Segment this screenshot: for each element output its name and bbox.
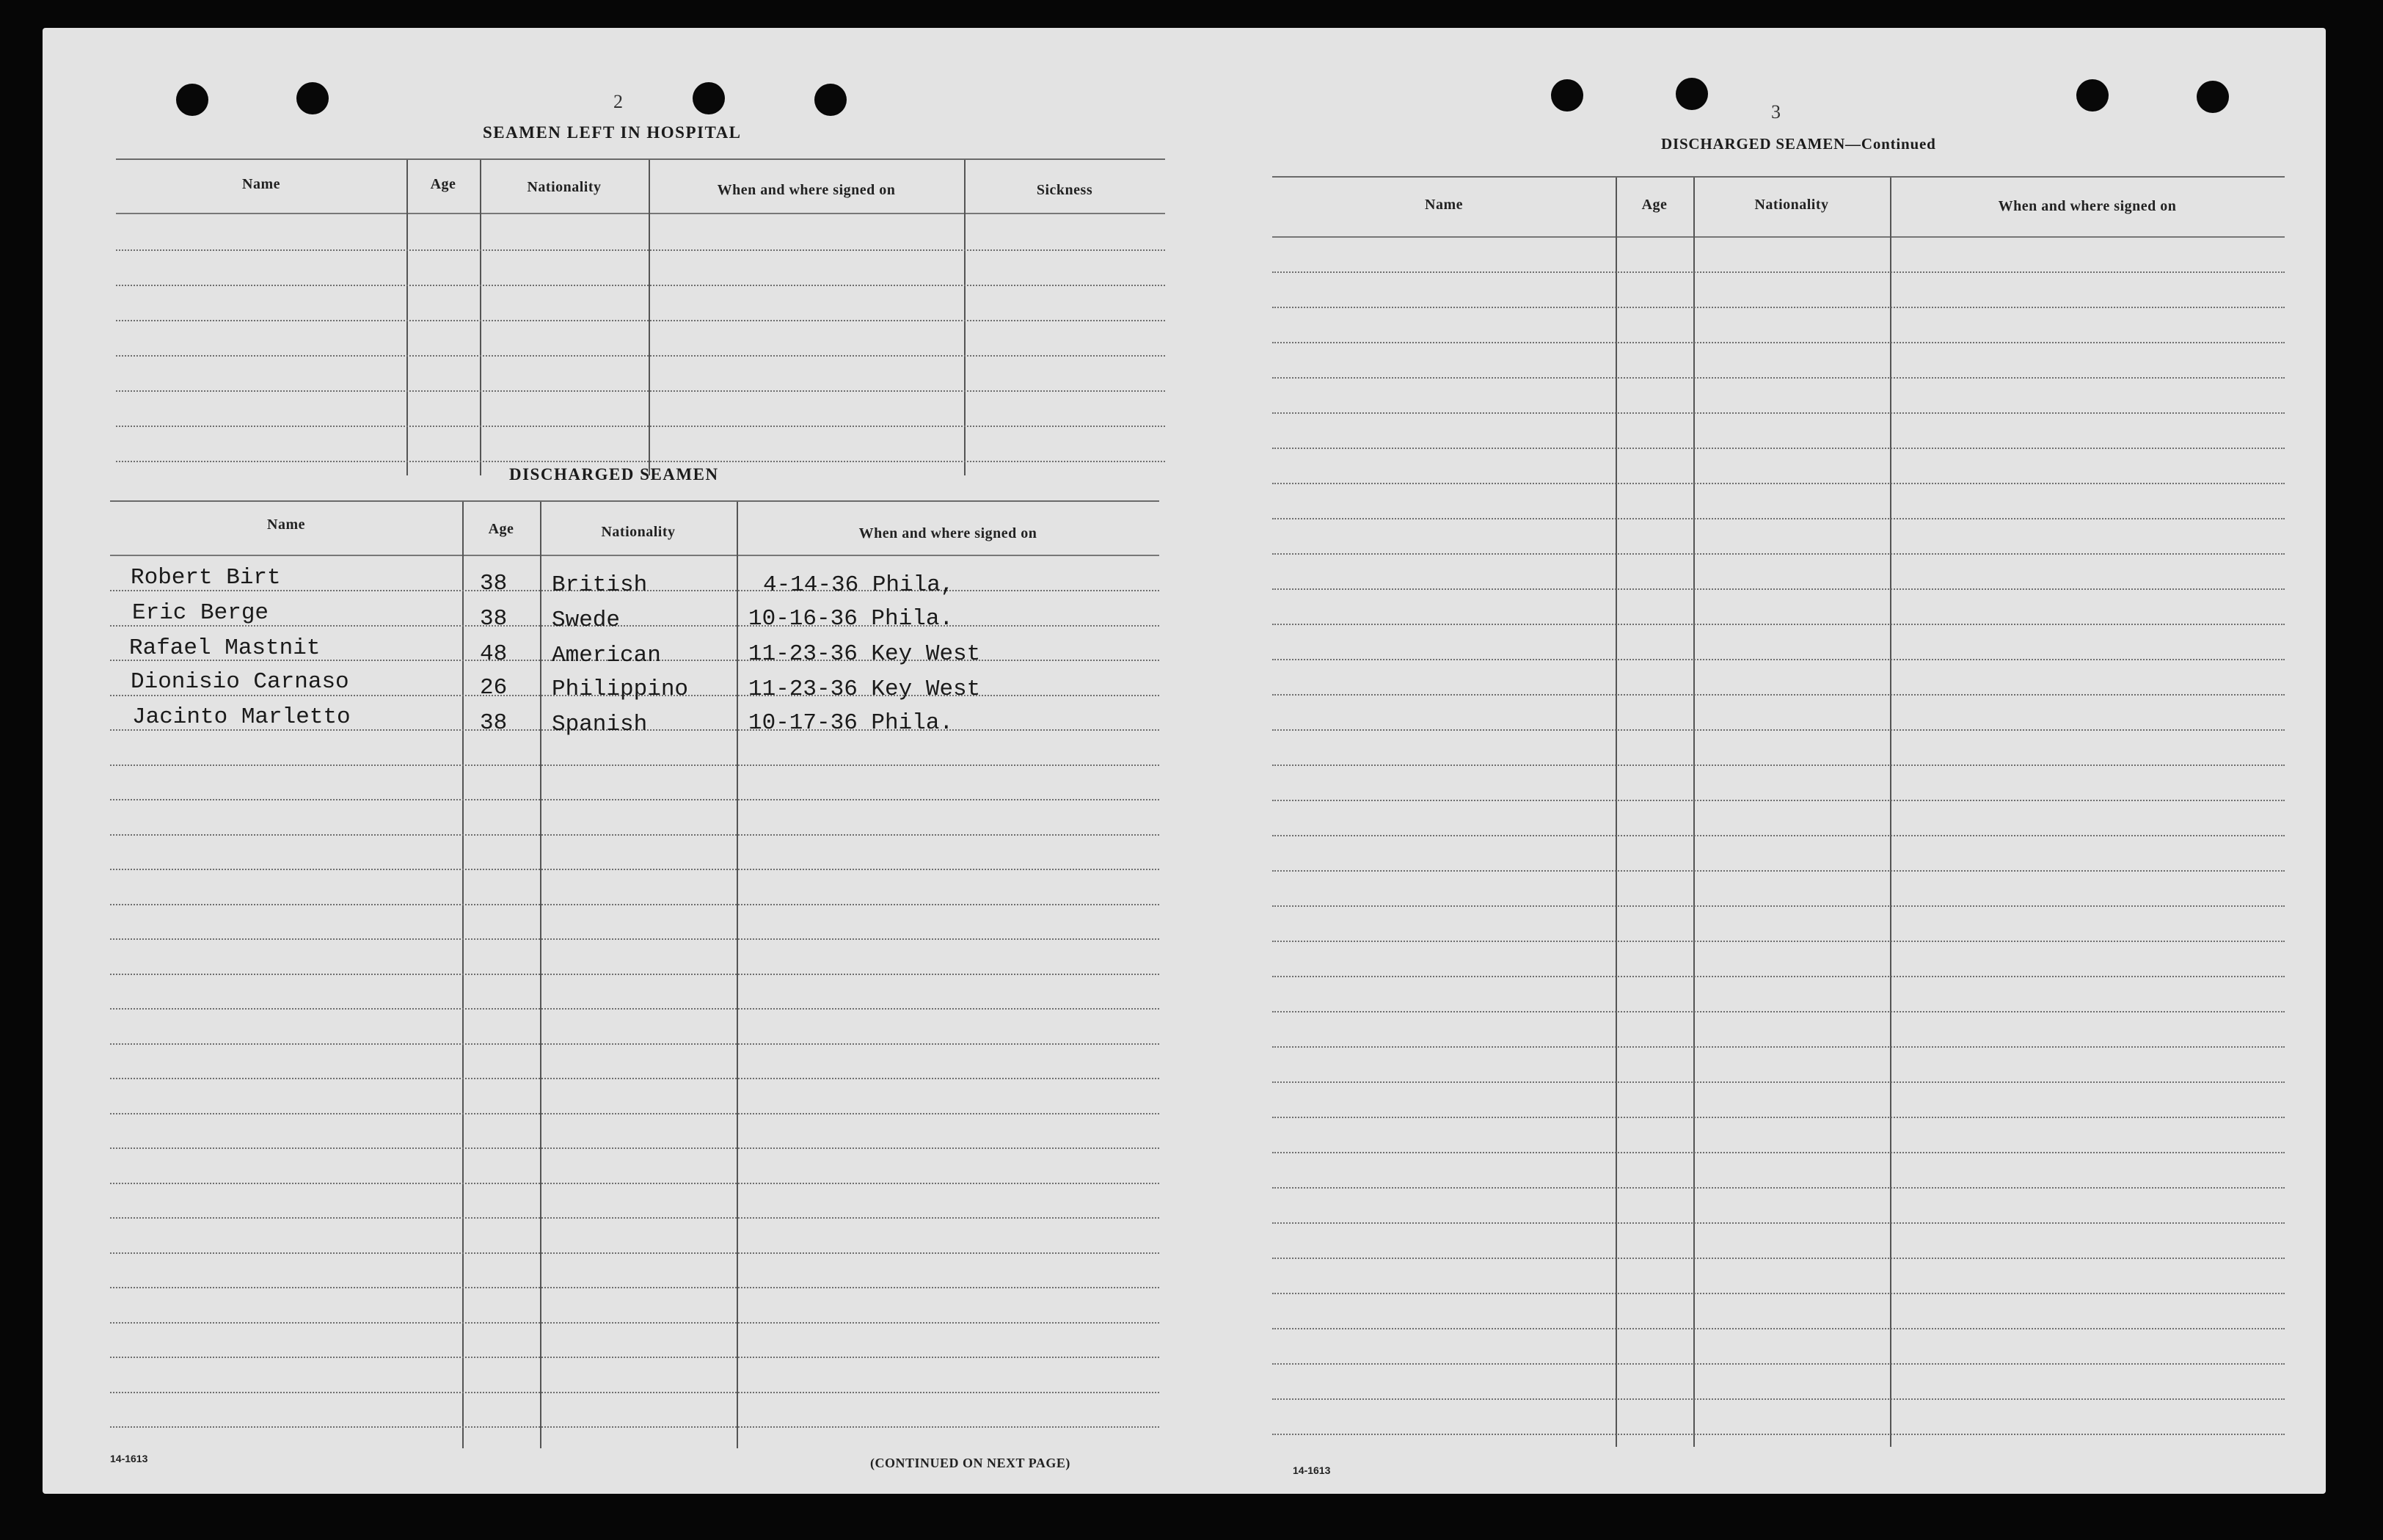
ruled-line xyxy=(110,1113,1159,1114)
column-divider xyxy=(1890,178,1891,1447)
ruled-line xyxy=(110,869,1159,870)
ruled-line xyxy=(1272,1434,2285,1435)
ruled-line xyxy=(116,390,1165,392)
ruled-line xyxy=(110,1008,1159,1010)
ruled-line xyxy=(1272,483,2285,484)
ruled-line xyxy=(110,938,1159,940)
ruled-line xyxy=(1272,1046,2285,1048)
column-divider xyxy=(462,502,464,1448)
ruled-line xyxy=(1272,976,2285,977)
ruled-line xyxy=(110,1183,1159,1184)
row-age: 48 xyxy=(480,641,508,667)
col-signed-on: When and where signed on xyxy=(717,182,896,198)
column-divider xyxy=(406,160,408,475)
row-nationality: American xyxy=(552,643,661,668)
column-divider xyxy=(964,160,966,475)
col-age: Age xyxy=(488,521,514,537)
ruled-line xyxy=(116,320,1165,321)
ruled-line xyxy=(110,904,1159,905)
ruled-line xyxy=(1272,1258,2285,1259)
hospital-table-header xyxy=(116,160,1165,214)
row-signed-on: 4-14-36 Phila, xyxy=(763,572,955,598)
row-nationality: Swede xyxy=(552,607,621,633)
column-divider xyxy=(540,502,541,1448)
ruled-line xyxy=(110,1426,1159,1428)
ruled-line xyxy=(1272,659,2285,660)
ruled-line xyxy=(1272,448,2285,449)
ruled-line xyxy=(116,285,1165,286)
ruled-line xyxy=(110,1357,1159,1358)
column-divider xyxy=(1693,178,1695,1447)
hospital-section-title: SEAMEN LEFT IN HOSPITAL xyxy=(483,123,742,142)
row-signed-on: 10-17-36 Phila. xyxy=(748,710,954,736)
col-signed-on: When and where signed on xyxy=(1998,198,2177,214)
ruled-line xyxy=(1272,1081,2285,1083)
ruled-line xyxy=(1272,1328,2285,1329)
discharged-table-header xyxy=(110,502,1159,556)
ruled-line xyxy=(110,764,1159,766)
row-age: 38 xyxy=(480,710,508,736)
col-nationality: Nationality xyxy=(601,524,676,540)
continued-note: (CONTINUED ON NEXT PAGE) xyxy=(870,1456,1070,1470)
ruled-line xyxy=(110,974,1159,975)
ruled-line xyxy=(110,799,1159,800)
form-number: 14-1613 xyxy=(110,1453,148,1464)
column-divider xyxy=(480,160,481,475)
row-signed-on: 11-23-36 Key West xyxy=(748,641,981,667)
col-name: Name xyxy=(1425,197,1463,213)
column-divider xyxy=(737,502,738,1448)
page-number: 3 xyxy=(1771,101,1781,123)
ruled-line xyxy=(110,1287,1159,1288)
ruled-line xyxy=(1272,1222,2285,1224)
ruled-line xyxy=(110,1217,1159,1219)
ruled-line xyxy=(116,355,1165,357)
col-signed-on: When and where signed on xyxy=(858,525,1037,541)
col-nationality: Nationality xyxy=(527,179,602,195)
row-name: Jacinto Marletto xyxy=(132,704,351,730)
ruled-line xyxy=(1272,271,2285,273)
row-age: 38 xyxy=(480,606,508,632)
ruled-line xyxy=(1272,588,2285,590)
ruled-line xyxy=(110,1147,1159,1149)
ruled-line xyxy=(1272,1398,2285,1400)
row-signed-on: 11-23-36 Key West xyxy=(748,676,981,702)
col-age: Age xyxy=(1641,197,1668,213)
ruled-line xyxy=(1272,307,2285,308)
ruled-line xyxy=(116,249,1165,251)
ruled-line xyxy=(1272,870,2285,872)
ledger-sheet xyxy=(43,28,2326,1494)
row-nationality: Philippino xyxy=(552,676,689,702)
row-name: Eric Berge xyxy=(132,600,269,626)
col-name: Name xyxy=(267,517,305,533)
ruled-line xyxy=(1272,729,2285,731)
row-signed-on: 10-16-36 Phila. xyxy=(748,606,954,632)
hospital-table xyxy=(116,158,1165,475)
ruled-line xyxy=(116,461,1165,462)
left-page xyxy=(43,28,1187,1494)
form-number: 14-1613 xyxy=(1293,1464,1331,1476)
row-name: Dionisio Carnaso xyxy=(131,669,349,695)
ruled-line xyxy=(110,834,1159,836)
row-nationality: British xyxy=(552,572,648,598)
ruled-line xyxy=(1272,624,2285,625)
ruled-line xyxy=(110,1322,1159,1324)
page-number: 2 xyxy=(613,91,623,112)
ruled-line xyxy=(1272,1117,2285,1118)
continued-table-header xyxy=(1272,178,2285,238)
ruled-line xyxy=(1272,518,2285,519)
column-divider xyxy=(649,160,650,475)
ruled-line xyxy=(116,426,1165,427)
ruled-line xyxy=(110,1252,1159,1254)
col-nationality: Nationality xyxy=(1754,197,1829,213)
col-name: Name xyxy=(242,176,280,192)
right-page xyxy=(1187,28,2326,1494)
ruled-line xyxy=(1272,553,2285,555)
ruled-line xyxy=(1272,1011,2285,1012)
ruled-line xyxy=(1272,1293,2285,1294)
row-age: 26 xyxy=(480,675,508,701)
ruled-line xyxy=(1272,835,2285,836)
ruled-line xyxy=(1272,377,2285,379)
discharged-section-title: DISCHARGED SEAMEN xyxy=(509,465,719,483)
row-name: Rafael Mastnit xyxy=(129,635,321,661)
ruled-line xyxy=(1272,1187,2285,1189)
continued-table xyxy=(1272,176,2285,1447)
ruled-line xyxy=(1272,800,2285,801)
row-name: Robert Birt xyxy=(131,565,281,591)
right-section-title: DISCHARGED SEAMEN—Continued xyxy=(1661,135,1936,153)
row-age: 38 xyxy=(480,571,508,596)
ruled-line xyxy=(1272,941,2285,942)
column-divider xyxy=(1616,178,1617,1447)
ruled-line xyxy=(1272,412,2285,414)
ruled-line xyxy=(1272,905,2285,907)
ruled-line xyxy=(110,1043,1159,1045)
ruled-line xyxy=(1272,1152,2285,1153)
ruled-line xyxy=(1272,342,2285,343)
ruled-line xyxy=(1272,694,2285,696)
col-sickness: Sickness xyxy=(1036,182,1093,198)
row-nationality: Spanish xyxy=(552,712,648,737)
col-age: Age xyxy=(430,176,456,192)
ruled-line xyxy=(1272,764,2285,766)
ruled-line xyxy=(1272,1363,2285,1365)
ruled-line xyxy=(110,1392,1159,1393)
ruled-line xyxy=(110,1078,1159,1079)
